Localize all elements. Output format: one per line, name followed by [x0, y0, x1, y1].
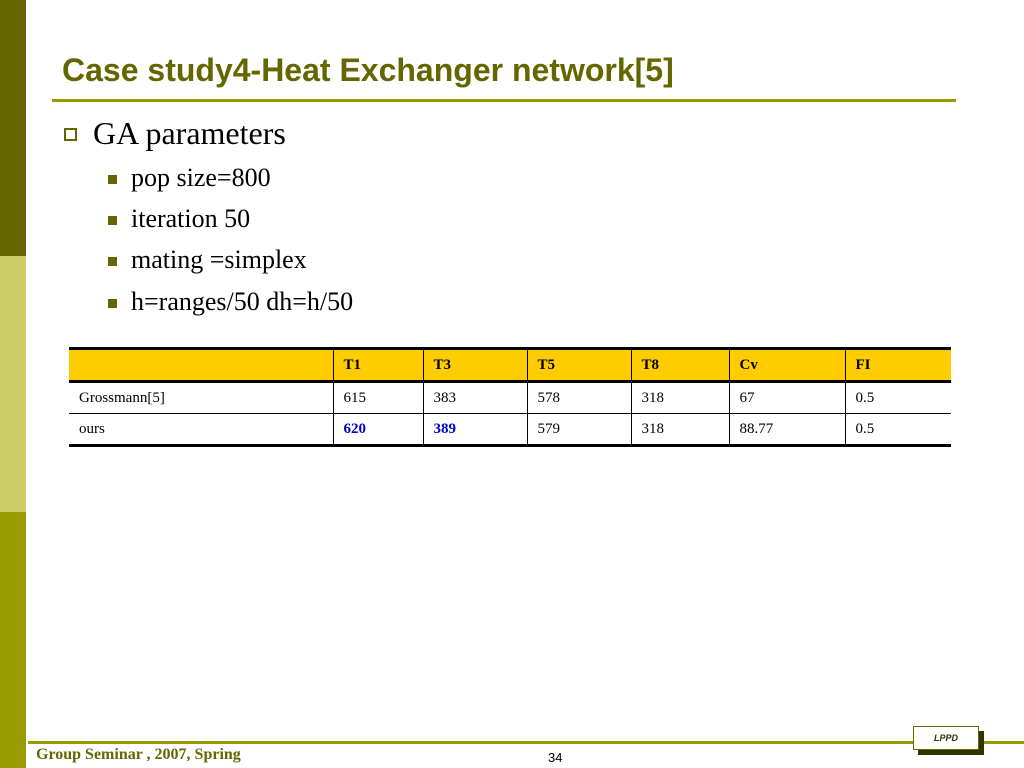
lppd-logo: LPPD: [913, 726, 979, 750]
sub-bullet-text: h=ranges/50 dh=h/50: [131, 287, 354, 316]
table-row: [69, 382, 951, 414]
title-divider: [52, 99, 956, 102]
results-table: [69, 347, 951, 447]
footer-caption: Group Seminar , 2007, Spring: [36, 746, 241, 763]
header-cell: T5: [527, 349, 631, 382]
sub-bullet-text: mating =simplex: [131, 245, 307, 274]
side-bar-dark: [0, 0, 26, 256]
table-cell: 318: [631, 382, 729, 414]
table-cell: 579: [527, 414, 631, 446]
side-bar-light: [0, 256, 26, 512]
header-cell: FI: [855, 356, 871, 373]
table-cell: 0.5: [855, 420, 875, 437]
highlighted-cell: 620: [333, 414, 423, 446]
sub-bullet-mating: [108, 245, 307, 275]
header-cell: T3: [423, 349, 527, 382]
table-cell: 88.77: [729, 414, 845, 446]
table-cell: 615: [333, 382, 423, 414]
sub-bullet-text: pop size=800: [131, 163, 271, 192]
header-cell: [69, 349, 333, 382]
sub-bullet-pop-size: [108, 163, 271, 193]
square-bullet-icon: [108, 216, 117, 225]
sub-bullet-ranges: [108, 287, 353, 317]
page-number: 34: [548, 750, 563, 765]
table-cell: 383: [423, 382, 527, 414]
highlighted-cell: 389: [423, 414, 527, 446]
footer-divider: [28, 741, 1024, 744]
table-header-row: [69, 349, 951, 382]
hollow-square-bullet-icon: [64, 128, 77, 141]
table-cell: 578: [527, 382, 631, 414]
square-bullet-icon: [108, 175, 117, 184]
square-bullet-icon: [108, 299, 117, 308]
slide-title: Case study4-Heat Exchanger network[5]: [62, 52, 674, 88]
table-cell: 67: [729, 382, 845, 414]
side-bar-mid: [0, 512, 26, 768]
table-row: [69, 414, 951, 446]
square-bullet-icon: [108, 257, 117, 266]
header-cell: T1: [333, 349, 423, 382]
bullet-text: GA parameters: [93, 115, 286, 151]
table-cell: 318: [631, 414, 729, 446]
sub-bullet-text: iteration 50: [131, 204, 251, 233]
bullet-ga-parameters: [64, 115, 286, 152]
table-cell: Grossmann[5]: [69, 382, 333, 414]
header-cell: Cv: [729, 349, 845, 382]
table-cell: ours: [69, 414, 333, 446]
header-cell: T8: [631, 349, 729, 382]
sub-bullet-iteration: [108, 204, 250, 234]
table-cell: 0.5: [855, 389, 875, 406]
